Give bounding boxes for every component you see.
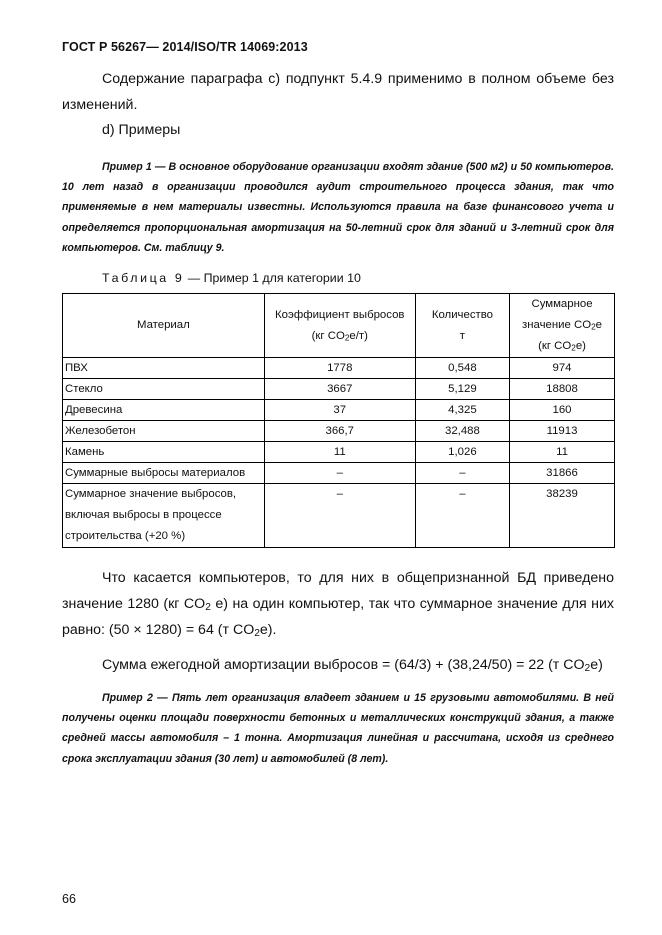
- document-header: ГОСТ Р 56267— 2014/ISO/TR 14069:2013: [62, 40, 308, 54]
- table-row-total: [63, 484, 615, 548]
- header-material: Материал: [63, 294, 265, 358]
- emissions-table: [62, 293, 615, 548]
- cell-coef: 3667: [264, 379, 415, 400]
- cell-material: ПВХ: [63, 358, 265, 379]
- paragraph-content-scope: Содержание параграфа с) подпункт 5.4.9 применимо в полном объеме без изменений.: [62, 71, 614, 113]
- header-emission-factor: Коэффициент выбросов (кг $CO_2е/т$): [264, 294, 415, 358]
- table-caption: [102, 271, 361, 285]
- table-caption-label: Таблица 9: [102, 271, 185, 285]
- cell-material: Суммарное значение выбросов, включая выбросы в процессе строительства (+20 %): [63, 484, 265, 548]
- table-header-row: [63, 294, 615, 358]
- table-row: [63, 442, 615, 463]
- table-caption-text: — Пример 1 для категории 10: [184, 271, 361, 285]
- paragraph-computers: Что касается компьютеров, то для них в общепризнанной БД приведено значение 1280 (кг $CO_2$ е) на один компьютер, так что суммарное значение для них равно: (50 × 1280) = 64 (т $CO_2е$).: [62, 570, 614, 640]
- cell-total: 31866: [510, 463, 615, 484]
- cell-coef: –: [264, 463, 415, 484]
- cell-coef: 11: [264, 442, 415, 463]
- cell-qty: –: [415, 463, 509, 484]
- page-number: 66: [62, 892, 76, 906]
- table-row: [63, 379, 615, 400]
- table-row: [63, 358, 615, 379]
- table-row: [63, 400, 615, 421]
- cell-qty: 5,129: [415, 379, 509, 400]
- cell-total: 11: [510, 442, 615, 463]
- cell-total: 160: [510, 400, 615, 421]
- cell-material: Стекло: [63, 379, 265, 400]
- cell-qty: 1,026: [415, 442, 509, 463]
- cell-coef: –: [264, 484, 415, 548]
- example-2-text: Пример 2 — Пять лет организация владеет зданием и 15 грузовыми автомобилями. В ней получены оценки площади поверхности бетонных и металлических конструкций здания, а также средней массы автомобиля – 1 тонна. Амортизация линейная и рассчитана, исходя из среднего срока эксплуатации здания (30 лет) и автомобилей (8 лет).: [62, 692, 614, 765]
- table-row: [63, 421, 615, 442]
- cell-coef: 366,7: [264, 421, 415, 442]
- cell-coef: 1778: [264, 358, 415, 379]
- table-row: [63, 463, 615, 484]
- example-1-text: Пример 1 — В основное оборудование организации входят здание (500 м2) и 50 компьютеров. 10 лет назад в организации проводился аудит строительного процесса здания, так что применяемые в нем материалы известны. Используются правила на базе финансового учета и определяется пропорциональная амортизация на 50-летний срок для зданий и 3-летний срок для компьютеров. См. таблицу 9.: [62, 161, 614, 254]
- cell-total: 38239: [510, 484, 615, 548]
- formula-amortization: Сумма ежегодной амортизации выбросов = (64/3) + (38,24/50) = 22 (т $CO_2е$): [102, 657, 603, 675]
- cell-material: Древесина: [63, 400, 265, 421]
- header-quantity: Количество т: [415, 294, 509, 358]
- cell-total: 11913: [510, 421, 615, 442]
- cell-qty: –: [415, 484, 509, 548]
- cell-qty: 4,325: [415, 400, 509, 421]
- cell-qty: 0,548: [415, 358, 509, 379]
- cell-total: 974: [510, 358, 615, 379]
- header-total: Суммарное значение $CO_2е$ (кг $CO_2е$): [510, 294, 615, 358]
- list-item-examples: d) Примеры: [102, 122, 181, 138]
- cell-coef: 37: [264, 400, 415, 421]
- cell-material: Железобетон: [63, 421, 265, 442]
- cell-qty: 32,488: [415, 421, 509, 442]
- cell-material: Камень: [63, 442, 265, 463]
- cell-total: 18808: [510, 379, 615, 400]
- cell-material: Суммарные выбросы материалов: [63, 463, 265, 484]
